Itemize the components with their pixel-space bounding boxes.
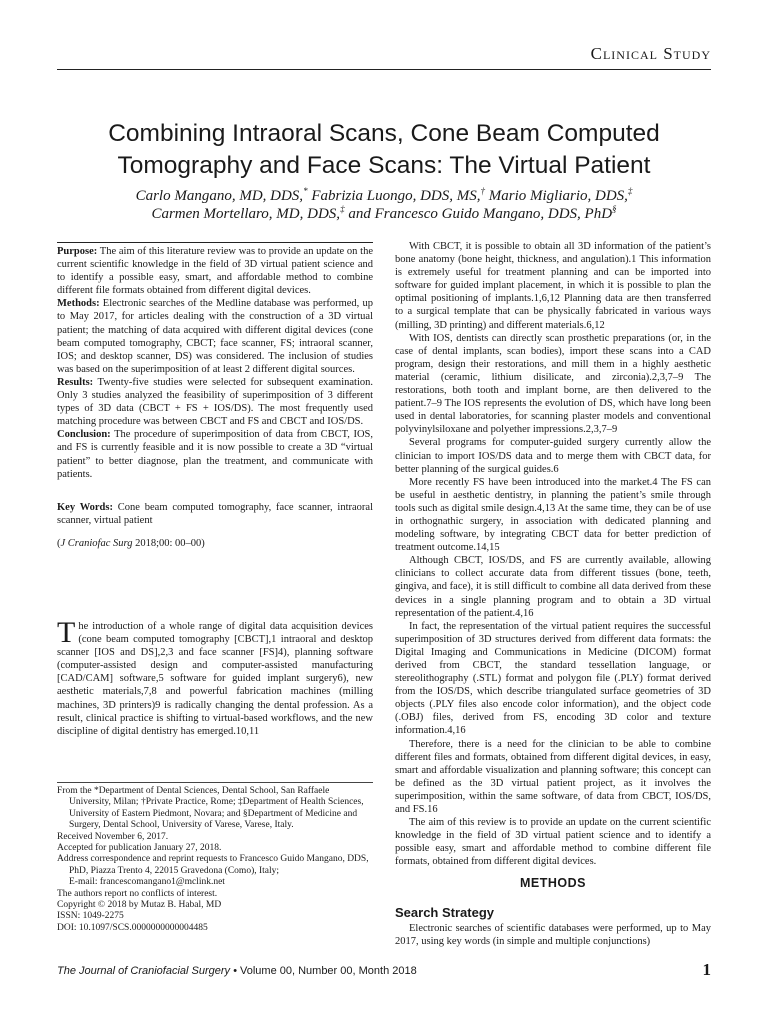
- keywords-text: Cone beam computed tomography, face scanner, intraoral scanner, virtual patient: [57, 501, 373, 526]
- affiliation-mark: §: [612, 204, 617, 214]
- results-text: Twenty-five studies were selected for subsequent examination. Only 3 studies analyzed the feasibility of superimposition of 3 different types of 3D data (CBCT + FS + IOS/DS). The most frequently used matching procedure was between CBCT and FS and CBCT and IOS/DS.: [57, 376, 373, 428]
- author-name: and Francesco Guido Mangano, DDS, PhD: [344, 206, 613, 222]
- issn: ISSN: 1049-2275: [57, 911, 124, 922]
- methods-label: Methods:: [57, 298, 100, 310]
- conclusion-text: The procedure of superimposition of data from CBCT, IOS, and FS is currently feasible and it is now possible to create a 3D “virtual patient” to better diagnose, plan the treatment, and communicate with patients.: [57, 429, 373, 480]
- introduction: [57, 616, 373, 738]
- footnote-rule: [57, 782, 373, 783]
- methods-heading: METHODS: [520, 876, 586, 890]
- body-paragraph: In fact, the representation of the virtual patient requires the successful superimposition of 3D structures derived from different data formats: the Digital Imaging and Communications in Medicine (DICOM) format derived from CBCT, the standard tessellation language, or stereolithography (.STL) format and polygon file (.PLY) format derived from the IOS/DS, which describe triangulated surface geometries of 3D objects (.PLY files also encode color information), and the object code (.OBJ) files, derived from FS, encoding 3D color and texture information.4,16: [395, 620, 711, 737]
- article-title: Combining Intraoral Scans, Cone Beam Computed Tomography and Face Scans: The Virtual Patient: [108, 120, 660, 179]
- citation: (J Craniofac Surg 2018;00: 00–00): [57, 537, 205, 549]
- affiliation-mark: †: [480, 186, 485, 196]
- intro-text: he introduction of a whole range of digital data acquisition devices (cone beam computed tomography [CBCT],1 intraoral and desktop scanner [IOS and DS],2,3 and face scanner [FS]4), planning software (computer-assisted design and computer-assisted manufacturing [CAD/CAM] software,5 software for guided implant surgery6), new aesthetic materials,7,8 and powerful fabrication machines (milling machines, 3D printers)9 is radically changing the dental profession. As a result, clinical practice is shifting to virtual-based workflows, and the new discipline of digital dentistry has emerged.10,11: [57, 621, 373, 737]
- body-paragraph: More recently FS have been introduced into the market.4 The FS can be useful in aesthetic dentistry, in planning the patient’s smile through tools such as digital smile design.4,13 At the same time, they can be of use in orthognathic surgery, in association with dedicated planning and modeling software, by integrating CBCT data for better prediction of treatment outcome.14,15: [395, 476, 711, 554]
- email-link[interactable]: E-mail: francescomangano1@mclink.net: [69, 877, 225, 888]
- author-name: Mario Migliario, DDS,: [485, 188, 628, 204]
- abstract-column: [57, 245, 373, 550]
- body-paragraph: Although CBCT, IOS/DS, and FS are currently available, allowing clinicians to collect accurate data from different tissues (bone, teeth, gingiva, and face), it is still difficult to combine all data derived from these devices in a single planning program and to obtain a 3D virtual representation of the patient.4,16: [395, 555, 711, 619]
- section-label: Clinical Study: [590, 44, 711, 63]
- copyright: Copyright © 2018 by Mutaz B. Habal, MD: [57, 900, 222, 911]
- body-column-right: [395, 240, 711, 869]
- affiliations: From the *Department of Dental Sciences, Dental School, San Raffaele University, Milan; †Private Practice, Rome; ‡Department of Health Sciences, University of Eastern Piedmont, Novara; and §Department of Medicine and Surgery, Dental School, University of Varese, Varese, Italy.: [57, 786, 364, 831]
- abstract-methods: [57, 297, 373, 376]
- abstract: [57, 245, 373, 481]
- abstract-rule: [57, 242, 373, 243]
- search-strategy-text: Electronic searches of scientific databases were performed, up to May 2017, using key words (in simple and multiple conjunctions): [395, 923, 711, 948]
- search-strategy-heading: Search Strategy: [395, 905, 494, 920]
- body-paragraph: With IOS, dentists can directly scan prosthetic preparations (or, in the case of dental implants, scan bodies), import these scans into a CAD program, design their restorations, and mill them in a highly aesthetic material (ceramic, lithium disilicate, and zirconia).2,3,7–9 The restorations, both tooth and implant borne, are then delivered to the patient.7–9 The IOS represents the evolution of DS, which have long been used in dental laboratories, for scanning plaster models and conventional polyvinylsiloxane and polyether impressions.2,3,7–9: [395, 332, 711, 436]
- author-name: Carmen Mortellaro, MD, DDS,: [151, 206, 341, 222]
- footnotes: [57, 786, 373, 934]
- conclusion-label: Conclusion:: [57, 429, 111, 441]
- citation-details: 2018;00: 00–00): [132, 537, 205, 549]
- doi-link[interactable]: DOI: 10.1097/SCS.0000000000004485: [57, 922, 208, 933]
- footer-journal-name: The Journal of Craniofacial Surgery: [57, 965, 231, 977]
- body-paragraph: Several programs for computer-guided surgery currently allow the clinician to import IOS/DS data and to merge them with CBCT data, for better planning of the surgical guides.6: [395, 437, 711, 475]
- header-rule: [57, 69, 711, 70]
- affiliation-mark: ‡: [340, 204, 345, 214]
- affiliation-mark: ‡: [627, 186, 633, 196]
- body-paragraph: The aim of this review is to provide an update on the current scientific knowledge in the field of 3D virtual patient science and to identify a possible easy, smart and affordable method to combine different file formats, obtained from different digital devices.: [395, 817, 711, 868]
- footer-separator: •: [230, 965, 240, 977]
- footer-volume: Volume 00, Number 00, Month 2018: [240, 965, 417, 977]
- correspondence-address: Address correspondence and reprint requests to Francesco Guido Mangano, DDS, PhD, Piazza Trento 4, 22015 Gravedona (Como), Italy;: [57, 854, 369, 876]
- abstract-results: [57, 376, 373, 428]
- purpose-label: Purpose:: [57, 246, 98, 257]
- body-paragraph: With CBCT, it is possible to obtain all 3D information of the patient’s bone anatomy (bone height, thickness, and angulation).1 This information is extremely useful for treatment planning and can be imported into software for guided implant placement, in which it is possible to plan the optimal positioning of implants.1,6,12 Planning data are then transferred to a surgical template that can be physically fabricated in various ways (milling, 3D printing) and different materials.6,12: [395, 241, 711, 331]
- author-name: Fabrizia Luongo, DDS, MS,: [307, 188, 481, 204]
- methods-text: Electronic searches of the Medline database was performed, up to May 2017, for articles dealing with the construction of a 3D virtual patient; the matching of data acquired with different digital devices (cone beam computed tomography, CBCT; face scanner, FS; intraoral scanner, IOS; and desktop scanner, DS) was considered. The inclusion of studies was based on the superimposition of at least 2 different digital sources.: [57, 298, 373, 375]
- drop-cap: T: [57, 616, 76, 649]
- page-number: 1: [702, 960, 711, 979]
- abstract-conclusion: [57, 428, 373, 480]
- keywords: [57, 501, 373, 527]
- footer-journal: [57, 965, 417, 977]
- body-paragraph: Therefore, there is a need for the clinician to be able to combine different files and formats, obtained from different digital devices, in easy, smart and affordable visualization and planning software; this concept can be defined as the 3D virtual patient project, as it involves the superimposition, within the same software, of data from CBCT, IOS/DS, and FS.16: [395, 738, 711, 816]
- purpose-text: The aim of this literature review was to provide an update on the current scientific knowledge in the field of 3D virtual patient science and to identify a possible easy, smart, and affordable method to combine different file formats obtained from different digital devices.: [57, 246, 373, 297]
- conflicts-note: The authors report no conflicts of interest.: [57, 888, 218, 899]
- author-name: Carlo Mangano, MD, DDS,: [135, 188, 304, 204]
- abstract-purpose: [57, 245, 373, 297]
- affiliation-mark: *: [303, 186, 308, 196]
- accepted-date: Accepted for publication January 27, 2018.: [57, 843, 222, 854]
- author-list: [40, 187, 728, 223]
- keywords-label: Key Words:: [57, 501, 113, 513]
- citation-journal: J Craniofac Surg: [60, 537, 133, 549]
- received-date: Received November 6, 2017.: [57, 831, 169, 842]
- results-label: Results:: [57, 376, 94, 388]
